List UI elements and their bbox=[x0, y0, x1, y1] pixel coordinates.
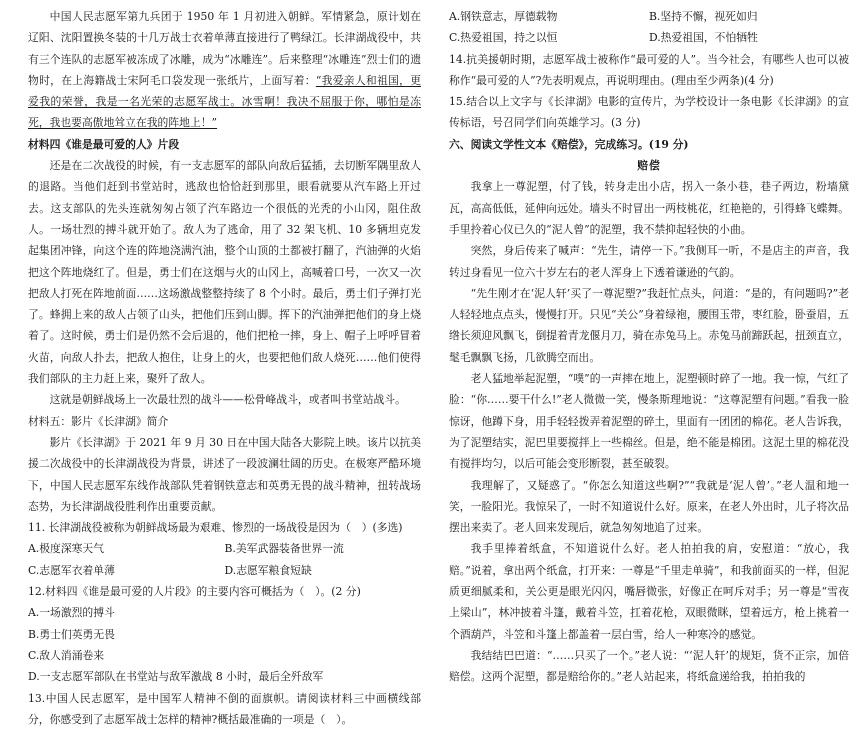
story-paragraph-1: 我拿上一尊泥塑，付了钱，转身走出小店，拐入一条小巷，巷子两边，粉墙黛瓦，高高低低，延伸向远处。墙头不时冒出一两枝桃花，红艳艳的，引得蜂飞蝶舞。手里拎着心仪已久的“泥人曾”的泥塑，我不禁抑起轻快的小曲。 bbox=[449, 176, 849, 240]
story-paragraph-3: “先生刚才在‘泥人轩’买了一尊泥塑?”我赶忙点头，问道：“是的，有问题吗?”老人轻轻地点点头，慢慢打开。只见“关公”身着绿袍，腰围玉带，枣红脸，卧蚕眉，五绺长须迎风飘飞，倒提着青龙偃月刀，骑在赤兔马上。赤兔马前蹄跃起，扭颈直立，髦毛飘飘飞扬，几欲腾空而出。 bbox=[449, 283, 849, 368]
q13-option-b: B.坚持不懈，视死如归 bbox=[649, 6, 849, 27]
story-title: 赔偿 bbox=[449, 155, 849, 176]
material5-body: 影片《长津湖》于 2021 年 9 月 30 日在中国大陆各大影院上映。该片以抗美援二次战役中的长津湖战役为背景，讲述了一段波澜壮阔的历史。在极寒严酷环境下，中国人民志愿军东线作战部队凭着钢铁意志和英勇无畏的战斗精神，扭转战场态势，为长津湖战役胜利作出重要贡献。 bbox=[28, 432, 421, 517]
q13-option-a: A.钢铁意志，厚德载物 bbox=[449, 6, 649, 27]
question-13: 13.中国人民志愿军，是中国军人精神不倒的面旗帜。请阅读材料三中画横线部分，你感受到了志愿军战士怎样的精神?概括最准确的一项是（ ）。 bbox=[28, 688, 421, 730]
material3-text: 中国人民志愿军第九兵团于 1950 年 1 月初进入朝鲜。军情紧急，原计划在辽阳、沈阳置换冬装的十几万战士衣着单薄直接进行了鸭绿江。长津湖战役中，共有三个连队的志愿军被冻成了冰雕，成为“冰雕连”。后来整理“冰雕连”烈士们的遗物时，在上海籍战士宋阿毛口袋发现一张纸片，上面写着： bbox=[28, 10, 421, 87]
q12-option-c: C.敌人消涌卷来 bbox=[28, 645, 421, 666]
q13-option-d: D.热爱祖国，不怕牺牲 bbox=[649, 27, 849, 48]
left-column bbox=[28, 6, 421, 730]
q11-option-a: A.极度深寒天气 bbox=[28, 538, 225, 559]
question-12: 12.材料四《谁是最可爱的人片段》的主要内容可概括为（ ）。(2 分) bbox=[28, 581, 421, 602]
material4-title: 材料四《谁是最可爱的人》片段 bbox=[28, 134, 421, 155]
story-paragraph-6: 我手里捧着纸盒，不知道说什么好。老人拍拍我的肩，安慰道：“放心，我赔。”说着，拿出两个纸盒，打开来：一尊是“千里走单骑”，和我前面买的一样，但泥质更细腻柔和，关公更是眼光闪闪，嘴唇微张，好像正在呵斥对手；另一尊是“雪夜上梁山”，林冲披着斗篷，戴着斗笠，扛着花枪，双眼微眯，望着远方，枪上挑着一个酒葫芦，斗笠和斗篷上都盖着一层白雪，给人一种寒冷的感觉。 bbox=[449, 538, 849, 644]
q11-option-c: C.志愿军衣着单薄 bbox=[28, 560, 225, 581]
material4-tail: 这就是朝鲜战场上一次最壮烈的战斗——松骨峰战斗，或者叫书堂站战斗。 bbox=[28, 389, 421, 410]
question-15: 15.结合以上文字与《长津湖》电影的宣传片，为学校设计一条电影《长津湖》的宣传标语，号召同学们向英雄学习。(3 分) bbox=[449, 91, 849, 134]
q12-option-a: A.一场激烈的搏斗 bbox=[28, 602, 421, 623]
q12-option-b: B.勇士们英勇无畏 bbox=[28, 624, 421, 645]
material3-underlined-text: “我爱亲人和祖国，更爱我的荣誉，我是一名光荣的志愿军战士。冰雪啊！我决不屈服于你，哪怕是冻死，我也要高傲地耸立在我的阵地上！” bbox=[28, 74, 421, 130]
story-paragraph-4: 老人猛地举起泥塑，“噗”的一声摔在地上，泥塑顿时碎了一地。我一惊，气红了脸：“你……要干什么!”老人微微一笑，慢条斯理地说：“这尊泥塑有问题。”看我一脸惊讶，他蹲下身，用手轻轻拨弄着泥塑的碎土，里面有一团团的棉花。老人告诉我，为了泥塑结实，泥巴里要搅拌上一些棉丝。但是，绝不能是棉团。这泥土里的棉花没有搅拌均匀，以后可能会变形断裂，甚至破裂。 bbox=[449, 368, 849, 474]
material5-title: 材料五：影片《长津湖》简介 bbox=[28, 411, 421, 432]
q11-options-row-1 bbox=[28, 538, 421, 559]
q13-options-row-2 bbox=[449, 27, 849, 48]
material4-body: 还是在二次战役的时候，有一支志愿军的部队向敌后猛插，去切断军隅里敌人的退路。当他们赶到书堂站时，逃敌也恰恰赶到那里，眼看就要从汽车路上开过去。这支部队的先头连就匆匆占领了汽车路边一个很低的光秃的小山冈，阻住敌人。一场壮烈的搏斗就开始了。敌人为了逃命，用了 32 架飞机、10 多辆坦克发起集团冲锋，向这个连的阵地浇满汽油，整个山顶的土都被打翻了，汽油弹的火焰把这个阵地烧红了。但是，勇士们在这烟与火的山冈上，高喊着口号，一次又一次把敌人打死在阵地前面……这场激战整整持续了 8 个小时。最后，勇士们子弹打光了。蜂拥上来的敌人占领了山头，把他们压到山脚。挥下的汽油弹把他们的身上烧着了。这时候，勇士们是仍然不会后退的，他们把枪一摔，身上、帽子上呼呼冒着火苗，向敌人扑去，把敌人抱住，让身上的火，也要把他们敌人烧死……他们使得我们部队的主力赶上来，聚歼了敌人。 bbox=[28, 155, 421, 389]
q12-option-d: D.一支志愿军部队在书堂站与敌军激战 8 小时，最后全歼敌军 bbox=[28, 666, 421, 687]
q11-option-b: B.美军武器装备世界一流 bbox=[225, 538, 422, 559]
question-14: 14.抗美援朝时期，志愿军战士被称作“最可爱的人”。当今社会，有哪些人也可以被称作“最可爱的人”?先表明观点，再说明理由。(理由至少两条)(4 分) bbox=[449, 49, 849, 92]
story-paragraph-7: 我结结巴巴道：“……只买了一个。”老人说：“‘泥人轩’的规矩，货不正宗，加倍赔偿。这两个泥塑，都是赔给你的。”老人站起来，将纸盒递给我，拍拍我的 bbox=[449, 645, 849, 688]
material3-paragraph bbox=[28, 6, 421, 134]
q11-option-d: D.志愿军粮食短缺 bbox=[225, 560, 422, 581]
right-column bbox=[449, 6, 849, 688]
story-paragraph-2: 突然，身后传来了喊声：“先生，请停一下。”我侧耳一听，不是店主的声音，我转过身看见一位六十岁左右的老人浑身上下透着谦逊的气韵。 bbox=[449, 240, 849, 283]
q13-option-c: C.热爱祖国，持之以恒 bbox=[449, 27, 649, 48]
q13-options-row-1 bbox=[449, 6, 849, 27]
section-6-heading: 六、阅读文学性文本《赔偿》，完成练习。(19 分) bbox=[449, 134, 849, 155]
question-11: 11. 长津湖战役被称为朝鲜战场最为艰难、惨烈的一场战役是因为（ ）(多选) bbox=[28, 517, 421, 538]
story-paragraph-5: 我理解了，又疑惑了。“你怎么知道这些啊?”“我就是‘泥人曾’。”老人温和地一笑，一脸阳光。我惊呆了，一时不知道说什么好。原来，在老人外出时，儿子将次品摆出来卖了。老人回来发现后，就急匆匆地追了过来。 bbox=[449, 475, 849, 539]
q11-options-row-2 bbox=[28, 560, 421, 581]
